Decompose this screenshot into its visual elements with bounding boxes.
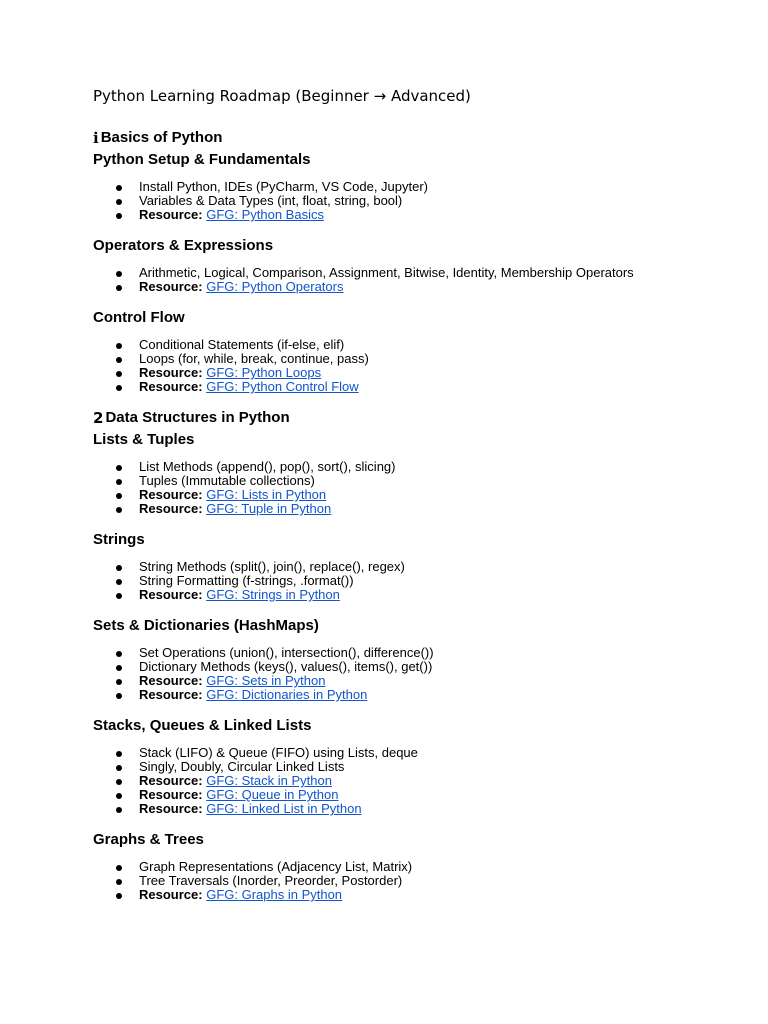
list-item [93, 474, 733, 488]
resource-label: Resource: [139, 787, 203, 802]
bullet-icon [116, 593, 122, 599]
resource-item [93, 588, 733, 602]
bullet-icon [116, 385, 122, 391]
resource-link[interactable]: GFG: Linked List in Python [206, 801, 362, 816]
section-heading: Stacks, Queues & Linked Lists [93, 717, 312, 734]
resource-link[interactable]: GFG: Dictionaries in Python [206, 687, 368, 702]
part-heading [93, 408, 733, 428]
resource-link[interactable]: GFG: Sets in Python [206, 673, 326, 688]
bullet-icon [116, 893, 122, 899]
bullet-icon [116, 679, 122, 685]
bullet-icon [116, 479, 122, 485]
bullet-icon [116, 793, 122, 799]
resource-label: Resource: [139, 487, 203, 502]
resource-link[interactable]: GFG: Python Loops [206, 365, 322, 380]
list-item-text: Tuples (Immutable collections) [139, 473, 315, 488]
resource-item [93, 888, 733, 902]
list-item-text: List Methods (append(), pop(), sort(), slicing) [139, 459, 396, 474]
bullet-icon [116, 271, 122, 277]
part-heading [93, 128, 733, 148]
resource-item [93, 688, 733, 702]
resource-label: Resource: [139, 379, 203, 394]
resource-item [93, 802, 733, 816]
resource-item [93, 788, 733, 802]
list-item [93, 560, 733, 574]
resource-link[interactable]: GFG: Graphs in Python [206, 887, 343, 902]
bullet-icon [116, 879, 122, 885]
list-item-text: Install Python, IDEs (PyCharm, VS Code, Jupyter) [139, 179, 428, 194]
resource-link[interactable]: GFG: Lists in Python [206, 487, 327, 502]
part-number-icon: 2 [93, 409, 104, 427]
bullet-list [93, 180, 733, 222]
list-item-text: Stack (LIFO) & Queue (FIFO) using Lists, deque [139, 745, 418, 760]
resource-link[interactable]: GFG: Python Operators [206, 279, 344, 294]
list-item [93, 746, 733, 760]
list-item-text: Dictionary Methods (keys(), values(), items(), get()) [139, 659, 433, 674]
section-heading: Python Setup & Fundamentals [93, 151, 311, 168]
bullet-icon [116, 651, 122, 657]
list-item [93, 660, 733, 674]
list-item [93, 180, 733, 194]
list-item-text: Loops (for, while, break, continue, pass) [139, 351, 369, 366]
list-item [93, 860, 733, 874]
part-title: Data Structures in Python [105, 409, 290, 426]
bullet-icon [116, 779, 122, 785]
resource-label: Resource: [139, 279, 203, 294]
section-heading: Sets & Dictionaries (HashMaps) [93, 617, 319, 634]
document-page [93, 86, 733, 916]
list-item [93, 266, 733, 280]
section-heading: Strings [93, 531, 145, 548]
bullet-icon [116, 765, 122, 771]
resource-label: Resource: [139, 887, 203, 902]
bullet-icon [116, 357, 122, 363]
list-item-text: Tree Traversals (Inorder, Preorder, Postorder) [139, 873, 403, 888]
list-item [93, 760, 733, 774]
resource-label: Resource: [139, 801, 203, 816]
bullet-icon [116, 565, 122, 571]
list-item [93, 874, 733, 888]
section-heading: Operators & Expressions [93, 237, 274, 254]
list-item-text: Arithmetic, Logical, Comparison, Assignment, Bitwise, Identity, Membership Operators [139, 265, 634, 280]
resource-item [93, 774, 733, 788]
bullet-icon [116, 199, 122, 205]
bullet-icon [116, 493, 122, 499]
resource-item [93, 280, 733, 294]
list-item-text: Singly, Doubly, Circular Linked Lists [139, 759, 345, 774]
section-heading: Control Flow [93, 309, 185, 326]
resource-link[interactable]: GFG: Queue in Python [206, 787, 339, 802]
resource-label: Resource: [139, 207, 203, 222]
bullet-icon [116, 807, 122, 813]
list-item-text: Variables & Data Types (int, float, string, bool) [139, 193, 403, 208]
resource-item [93, 488, 733, 502]
bullet-list [93, 460, 733, 516]
bullet-icon [116, 185, 122, 191]
part-number-icon: ℹ [93, 129, 99, 147]
resource-link[interactable]: GFG: Strings in Python [206, 587, 340, 602]
list-item [93, 338, 733, 352]
list-item-text: String Methods (split(), join(), replace(), regex) [139, 559, 405, 574]
resource-label: Resource: [139, 687, 203, 702]
resource-label: Resource: [139, 501, 203, 516]
resource-item [93, 502, 733, 516]
bullet-list [93, 746, 733, 816]
bullet-icon [116, 213, 122, 219]
bullet-icon [116, 579, 122, 585]
resource-link[interactable]: GFG: Tuple in Python [206, 501, 332, 516]
list-item-text: Graph Representations (Adjacency List, Matrix) [139, 859, 413, 874]
section-heading: Lists & Tuples [93, 431, 195, 448]
bullet-icon [116, 751, 122, 757]
bullet-list [93, 266, 733, 294]
resource-link[interactable]: GFG: Python Control Flow [206, 379, 359, 394]
resource-item [93, 208, 733, 222]
resource-item [93, 380, 733, 394]
list-item [93, 460, 733, 474]
list-item-text: Set Operations (union(), intersection(), difference()) [139, 645, 434, 660]
list-item [93, 646, 733, 660]
resource-link[interactable]: GFG: Python Basics [206, 207, 324, 222]
roadmap-part [93, 408, 733, 902]
bullet-icon [116, 343, 122, 349]
resource-link[interactable]: GFG: Stack in Python [206, 773, 332, 788]
bullet-icon [116, 665, 122, 671]
resource-item [93, 366, 733, 380]
roadmap-part [93, 128, 733, 394]
resource-label: Resource: [139, 365, 203, 380]
bullet-list [93, 338, 733, 394]
list-item [93, 352, 733, 366]
bullet-icon [116, 865, 122, 871]
resource-label: Resource: [139, 773, 203, 788]
bullet-icon [116, 507, 122, 513]
section-heading: Graphs & Trees [93, 831, 204, 848]
list-item-text: String Formatting (f-strings, .format()) [139, 573, 354, 588]
part-title: Basics of Python [100, 129, 223, 146]
bullet-icon [116, 285, 122, 291]
resource-label: Resource: [139, 587, 203, 602]
roadmap-parts [93, 128, 733, 902]
bullet-list [93, 860, 733, 902]
list-item-text: Conditional Statements (if-else, elif) [139, 337, 345, 352]
bullet-icon [116, 465, 122, 471]
bullet-list [93, 646, 733, 702]
bullet-icon [116, 371, 122, 377]
bullet-icon [116, 693, 122, 699]
list-item [93, 194, 733, 208]
resource-label: Resource: [139, 673, 203, 688]
list-item [93, 574, 733, 588]
resource-item [93, 674, 733, 688]
document-title: Python Learning Roadmap (Beginner → Advanced) [93, 87, 471, 105]
bullet-list [93, 560, 733, 602]
